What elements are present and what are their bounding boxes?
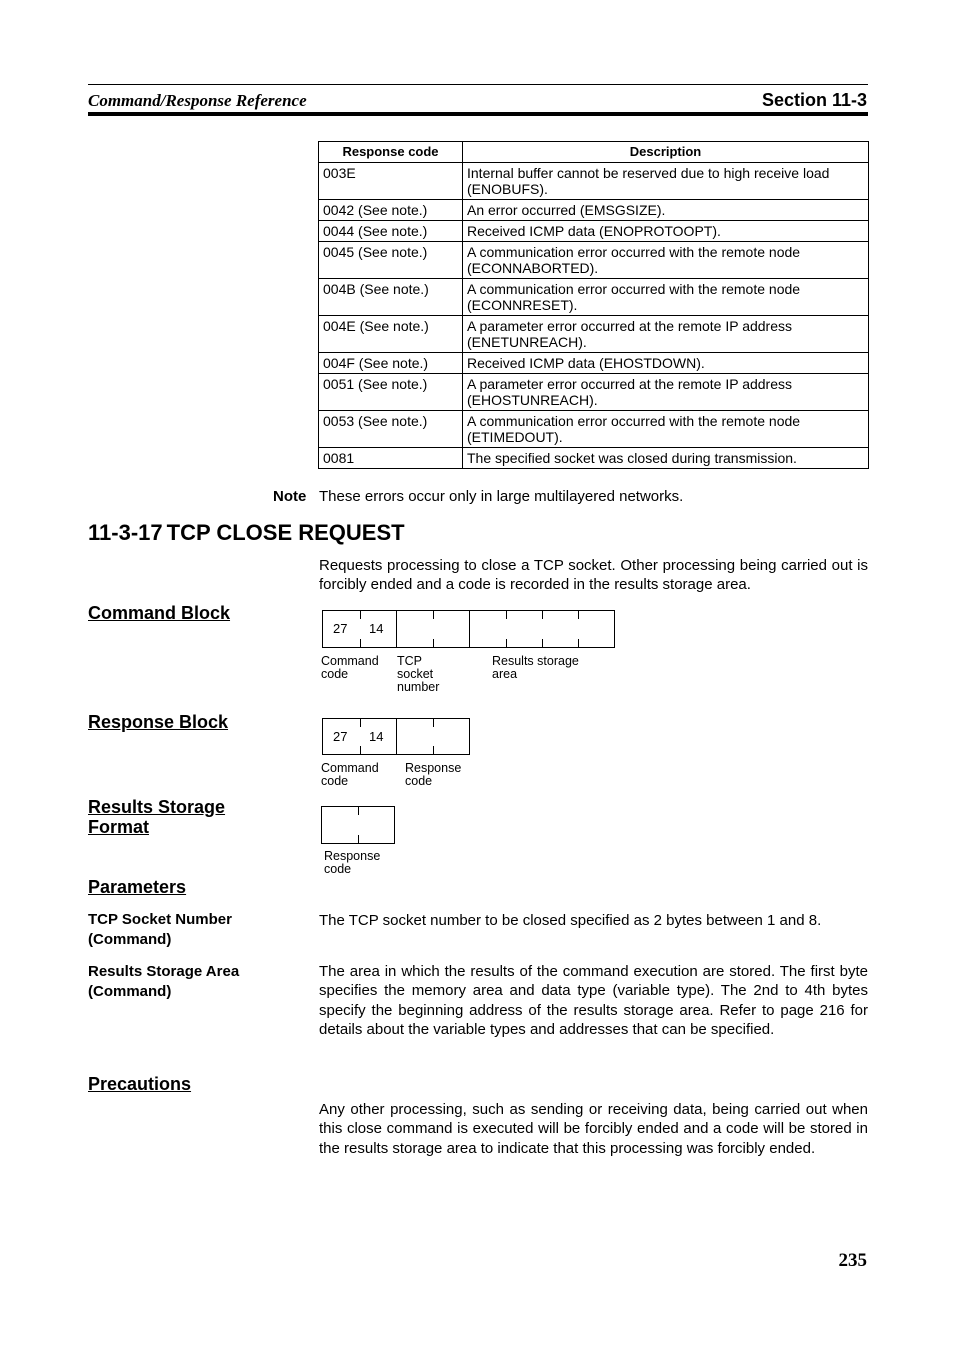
- byte-tick: [542, 611, 543, 619]
- byte-tick: [358, 835, 359, 843]
- command-code-hi: 27: [333, 621, 348, 636]
- byte-tick: [542, 639, 543, 647]
- command-code-field: [322, 718, 397, 755]
- column-header: Description: [463, 142, 869, 163]
- results-storage-heading: Results Storage Format: [88, 797, 226, 837]
- response-code-cell: 0053 (See note.): [319, 411, 463, 448]
- description-cell: A communication error occurred with the remote node (ECONNRESET).: [463, 279, 869, 316]
- running-header-title: Command/Response Reference: [88, 91, 307, 110]
- byte-tick: [506, 611, 507, 619]
- description-cell: A communication error occurred with the remote node (ECONNABORTED).: [463, 242, 869, 279]
- section-intro: Requests processing to close a TCP socket. Other processing being carried out is forcibly ended and a code is recorded in the results storage area.: [319, 557, 868, 594]
- note-label: Note: [273, 488, 307, 505]
- description-cell: Internal buffer cannot be reserved due to high receive load (ENOBUFS).: [463, 163, 869, 200]
- command-code-field: [322, 610, 397, 648]
- byte-tick: [358, 807, 359, 815]
- table-row: [319, 279, 869, 316]
- response-code-table: [318, 141, 869, 469]
- table-row: [319, 242, 869, 279]
- response-block-heading: Response Block: [88, 712, 229, 732]
- command-code-label: Command code: [321, 761, 379, 788]
- response-code-cell: 0051 (See note.): [319, 374, 463, 411]
- byte-tick: [433, 639, 434, 647]
- description-cell: The specified socket was closed during transmission.: [463, 448, 869, 469]
- precautions-text: Any other processing, such as sending or receiving data, being carried out when this close command is executed will be forcibly ended and a code will be stored in the results storage area to indicate that this processing was forcibly ended.: [319, 1101, 868, 1157]
- response-code-label: Response code: [324, 849, 381, 876]
- table-row: [319, 374, 869, 411]
- byte-tick: [360, 639, 361, 647]
- response-code-cell: 0044 (See note.): [319, 221, 463, 242]
- command-code-lo: 14: [369, 729, 384, 744]
- response-code-cell: 0081: [319, 448, 463, 469]
- section-title-text: TCP CLOSE REQUEST: [166, 520, 405, 545]
- table-row: [319, 200, 869, 221]
- byte-tick: [360, 611, 361, 619]
- byte-tick: [433, 746, 434, 754]
- description-cell: Received ICMP data (EHOSTDOWN).: [463, 353, 869, 374]
- byte-tick: [433, 719, 434, 727]
- command-code-lo: 14: [369, 621, 384, 636]
- description-cell: Received ICMP data (ENOPROTOOPT).: [463, 221, 869, 242]
- description-cell: A parameter error occurred at the remote IP address (EHOSTUNREACH).: [463, 374, 869, 411]
- table-row: [319, 448, 869, 469]
- byte-tick: [578, 611, 579, 619]
- tcp-socket-field: [396, 610, 470, 648]
- response-code-cell: 004B (See note.): [319, 279, 463, 316]
- byte-tick: [360, 719, 361, 727]
- byte-tick: [506, 639, 507, 647]
- table-row: [319, 411, 869, 448]
- command-code-label: Command code: [321, 654, 379, 681]
- response-code-cell: 004F (See note.): [319, 353, 463, 374]
- response-block-diagram: [322, 718, 470, 755]
- results-storage-label: Results storage area: [492, 654, 579, 681]
- response-code-field: [396, 718, 470, 755]
- table-header-row: [319, 142, 869, 163]
- response-code-cell: 0045 (See note.): [319, 242, 463, 279]
- header-rule-top: [88, 84, 868, 85]
- results-storage-field: [469, 610, 615, 648]
- table-row: [319, 221, 869, 242]
- section-title: [88, 520, 405, 546]
- parameters-heading: Parameters: [88, 877, 187, 897]
- section-number: 11-3-17: [88, 520, 163, 545]
- response-code-label: Response code: [405, 761, 462, 788]
- command-code-hi: 27: [333, 729, 348, 744]
- byte-tick: [433, 611, 434, 619]
- note-text: These errors occur only in large multilayered networks.: [319, 488, 684, 505]
- command-block-heading: Command Block: [88, 603, 231, 623]
- header-rule-bottom: [88, 112, 868, 116]
- results-storage-area-param-heading: Results Storage Area (Command): [88, 963, 240, 1000]
- table-row: [319, 316, 869, 353]
- response-code-cell: 0042 (See note.): [319, 200, 463, 221]
- command-block-diagram: [322, 610, 615, 648]
- description-cell: A communication error occurred with the remote node (ETIMEDOUT).: [463, 411, 869, 448]
- response-code-field: [321, 806, 395, 844]
- column-header: Response code: [319, 142, 463, 163]
- table-row: [319, 353, 869, 374]
- precautions-heading: Precautions: [88, 1074, 192, 1094]
- page-number: 235: [838, 1250, 867, 1271]
- byte-tick: [578, 639, 579, 647]
- description-cell: A parameter error occurred at the remote IP address (ENETUNREACH).: [463, 316, 869, 353]
- byte-tick: [360, 746, 361, 754]
- tcp-socket-number-param-heading: TCP Socket Number (Command): [88, 911, 232, 948]
- response-code-cell: 003E: [319, 163, 463, 200]
- response-code-cell: 004E (See note.): [319, 316, 463, 353]
- results-storage-area-param-text: The area in which the results of the command execution are stored. The first byte specifies the memory area and data type (variable type). The 2nd to 4th bytes specify the beginning address of the results storage area. Refer to page 216 for details about the variable types and addresses that can be specified.: [319, 963, 868, 1039]
- results-storage-diagram: [321, 806, 395, 844]
- description-cell: An error occurred (EMSGSIZE).: [463, 200, 869, 221]
- tcp-socket-label: TCP socket number: [397, 654, 440, 694]
- tcp-socket-number-param-text: The TCP socket number to be closed specified as 2 bytes between 1 and 8.: [319, 912, 822, 929]
- table-row: [319, 163, 869, 200]
- running-header-section: Section 11-3: [761, 90, 867, 110]
